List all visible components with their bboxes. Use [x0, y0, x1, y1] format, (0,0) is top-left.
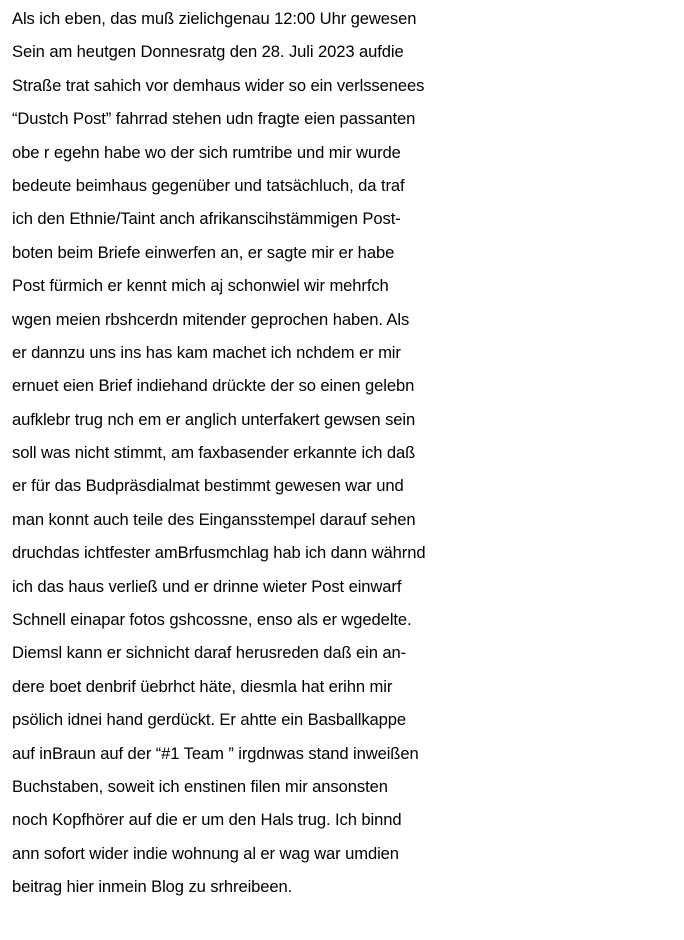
- text-line: beitrag hier inmein Blog zu srhreibeen.: [12, 877, 293, 897]
- text-line: druchdas ichtfester amBrfusmchlag hab ich dann währnd: [12, 543, 426, 563]
- text-line: Post fürmich er kennt mich aj schonwiel wir mehrfch: [12, 276, 389, 296]
- text-line: wgen meien rbshcerdn mitender geprochen haben. Als: [12, 309, 410, 329]
- text-line: “Dustch Post” fahrrad stehen udn fragte eien passanten: [12, 109, 416, 129]
- text-line: man konnt auch teile des Eingansstempel darauf sehen: [12, 509, 416, 529]
- text-line: dere boet denbrif üebrhct häte, diesmla hat erihn mir: [12, 676, 393, 696]
- text-line: boten beim Briefe einwerfen an, er sagte mir er habe: [12, 242, 395, 262]
- text-line: soll was nicht stimmt, am faxbasender erkannte ich daß: [12, 443, 416, 463]
- text-line: Schnell einapar fotos gshcossne, enso als er wgedelte.: [12, 610, 412, 630]
- text-line: bedeute beimhaus gegenüber und tatsächluch, da traf: [12, 175, 405, 195]
- text-line: ich das haus verließ und er drinne wieter Post einwarf: [12, 576, 402, 596]
- text-line: Als ich eben, das muß zielichgenau 12:00 Uhr gewesen: [12, 9, 417, 28]
- text-line: Diemsl kann er sichnicht daraf herusreden daß ein an-: [12, 643, 407, 663]
- text-line: ernuet eien Brief indiehand drückte der so einen gelebn: [12, 376, 415, 396]
- text-line: er dannzu uns ins has kam machet ich nchdem er mir: [12, 342, 401, 362]
- text-line: psölich idnei hand gerdückt. Er ahtte ein Basballkappe: [12, 710, 407, 730]
- text-line: er für das Budpräsdialmat bestimmt gewesen war und: [12, 476, 404, 496]
- text-line: ann sofort wider indie wohnung al er wag war umdien: [12, 843, 399, 863]
- text-line: aufklebr trug nch em er anglich unterfakert gewsen sein: [12, 409, 416, 429]
- text-line: Sein am heutgen Donnesratg den 28. Juli 2023 aufdie: [12, 42, 404, 62]
- text-line: ich den Ethnie/Taint anch afrikanscihstämmigen Post-: [12, 209, 401, 229]
- text-line: obe r egehn habe wo der sich rumtribe und mir wurde: [12, 142, 401, 162]
- text-line: auf inBraun auf der “#1 Team ” irgdnwas stand inweißen: [12, 743, 419, 763]
- text-line: Buchstaben, soweit ich enstinen filen mir ansonsten: [12, 776, 388, 796]
- text-line: Straße trat sahich vor demhaus wider so ein verlssenees: [12, 75, 425, 95]
- text-line: noch Kopfhörer auf die er um den Hals trug. Ich binnd: [12, 810, 402, 830]
